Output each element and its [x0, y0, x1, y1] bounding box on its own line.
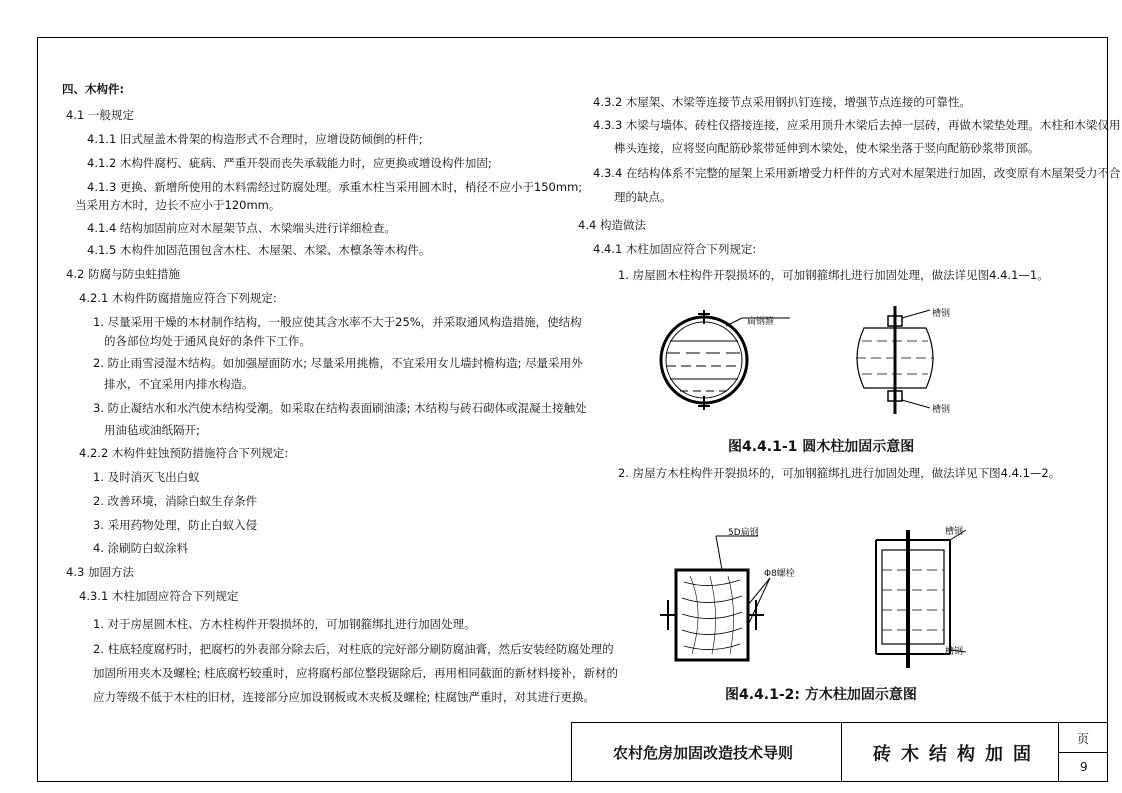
- clause-4-1-3-cont: 当采用方木时，边长不应小于120mm。: [75, 198, 281, 212]
- label-flat-steel: 5D扁钢: [728, 528, 759, 538]
- clause-4-3-4-cont: 理的缺点。: [614, 190, 672, 204]
- clause-4-1-1: 4.1.1 旧式屋盖木骨架的构造形式不合理时，应增设防倾倒的杆件;: [87, 132, 423, 146]
- clause-4-1-5: 4.1.5 木构件加固范围包含木柱、木屋架、木梁、木檩条等木构件。: [87, 243, 431, 257]
- document-title: 农村危房加固改造技术导则: [613, 744, 794, 762]
- item-text: 2. 防止雨雪浸湿木结构。如加强屋面防水; 尽量采用挑檐，不宜采用女儿墙封檐构造; 尽量采用外: [93, 356, 583, 370]
- clause-4-1-2: 4.1.2 木构件腐朽、疵病、严重开裂而丧失承载能力时，应更换或增设构件加固;: [87, 156, 492, 170]
- label-flat-steel-hoop: 扁钢箍: [747, 317, 775, 327]
- label-channel-steel: 槽钢: [932, 309, 951, 319]
- item-text: 1. 房屋圆木柱构件开裂损坏的，可加钢箍绑扎进行加固处理，做法详见图4.4.1—1。: [618, 268, 1049, 282]
- section-title: 砖木结构加固: [873, 744, 1041, 765]
- clause-4-3-2: 4.3.2 木屋架、木梁等连接节点采用钢扒钉连接，增强节点连接的可靠性。: [593, 95, 971, 109]
- section-heading: 四、木构件:: [62, 82, 125, 96]
- item-text: 1. 及时消灭飞出白蚁: [93, 470, 200, 484]
- clause-4-3: 4.3 加固方法: [66, 565, 134, 579]
- label-channel-steel: 槽钢: [932, 405, 951, 415]
- clause-4-4: 4.4 构造做法: [578, 218, 646, 232]
- title-block: [571, 722, 1108, 782]
- item-text: 1. 尽量采用干燥的木材制作结构，一般应使其含水率不大于25%，并采取通风构造措施，使结构: [93, 315, 582, 329]
- clause-4-4-1: 4.4.1 木柱加固应符合下列规定:: [593, 242, 757, 256]
- label-channel-steel: 槽钢: [945, 647, 964, 657]
- page-label: 页: [1077, 732, 1090, 746]
- clause-4-2-2: 4.2.2 木构件蛀蚀预防措施符合下列规定:: [79, 446, 289, 460]
- clause-4-3-3: 4.3.3 木梁与墙体、砖柱仅搭接连接，应采用顶升木梁后去掉一层砖，再做木梁垫处理。木柱和木梁仅用: [593, 118, 1121, 132]
- item-text: 3. 采用药物处理，防止白蚁入侵: [93, 518, 258, 532]
- figure-caption: 图4.4.1-1 圆木柱加固示意图: [728, 439, 915, 455]
- clause-4-2-1: 4.2.1 木构件防腐措施应符合下列规定:: [79, 291, 277, 305]
- page-number: 9: [1080, 760, 1088, 774]
- label-bolt: Φ8螺栓: [764, 569, 795, 579]
- item-text: 排水，不宜采用内排水构造。: [104, 377, 254, 391]
- clause-4-1-4: 4.1.4 结构加固前应对木屋架节点、木梁端头进行详细检查。: [87, 221, 396, 235]
- square-column-figure: [650, 520, 980, 680]
- item-text: 2. 改善环境，消除白蚁生存条件: [93, 494, 258, 508]
- clause-4-3-4: 4.3.4 在结构体系不完整的屋架上采用新增受力杆件的方式对木屋架进行加固，改变原有木屋架受力不合: [593, 166, 1121, 180]
- square-column-section: [660, 536, 770, 660]
- item-text: 2. 柱底轻度腐朽时，把腐朽的外表部分除去后，对柱底的完好部分刷防腐油膏，然后安装经防腐处理的: [93, 642, 614, 656]
- clause-4-1: 4.1 一般规定: [66, 108, 134, 122]
- item-text: 用油毡或油纸隔开;: [104, 423, 200, 437]
- clause-4-3-1: 4.3.1 木柱加固应符合下列规定: [79, 589, 239, 603]
- item-text: 应力等级不低于木柱的旧材，连接部分应加设钢板或木夹板及螺栓; 柱腐蚀严重时，对其进行更换。: [93, 690, 596, 704]
- clause-4-2: 4.2 防腐与防虫蛀措施: [66, 267, 180, 281]
- clause-4-3-3-cont: 榫头连接，应将竖向配筋砂浆带延伸到木梁处，使木梁坐落于竖向配筋砂浆带顶部。: [614, 141, 1040, 155]
- item-text: 加固所用夹木及螺栓; 柱底腐朽较重时，应将腐朽部位整段锯除后，再用相同截面的新材料接补，新材的: [93, 666, 619, 680]
- item-text: 的各部位均处于通风良好的条件下工作。: [104, 334, 311, 348]
- item-text: 3. 防止凝结水和水汽使木结构受潮。如采取在结构表面刷油漆; 木结构与砖石砌体或混凝土接触处: [93, 401, 587, 415]
- item-text: 2. 房屋方木柱构件开裂损坏的，可加钢箍绑扎进行加固处理，做法详见下图4.4.1—2。: [618, 466, 1061, 480]
- item-text: 1. 对于房屋圆木柱、方木柱构件开裂损坏的，可加钢箍绑扎进行加固处理。: [93, 617, 476, 631]
- item-text: 4. 涂刷防白蚁涂料: [93, 541, 189, 555]
- round-column-elevation: [856, 306, 934, 414]
- round-column-figure: [640, 296, 980, 446]
- label-channel-steel: 槽钢: [945, 527, 964, 537]
- clause-4-1-3: 4.1.3 更换、新增所使用的木料需经过防腐处理。承重木柱当采用圆木时，梢径不应小于150mm;: [87, 180, 583, 194]
- figure-caption: 图4.4.1-2: 方木柱加固示意图: [725, 687, 917, 703]
